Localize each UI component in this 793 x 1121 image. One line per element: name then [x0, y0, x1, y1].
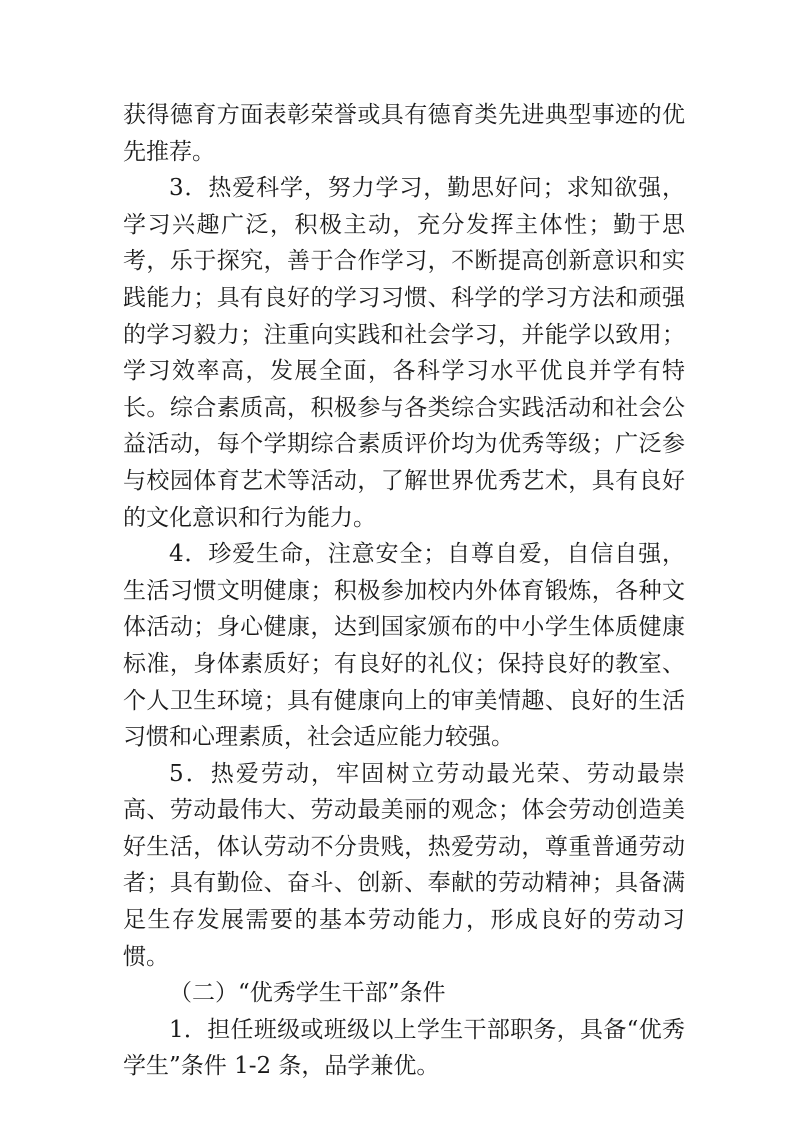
paragraph-item-3: 3．热爱科学，努力学习，勤思好问；求知欲强，学习兴趣广泛，积极主动，充分发挥主体性；勤于思考，乐于探究，善于合作学习，不断提高创新意识和实践能力；具有良好的学习习惯、科学的学习方法和顽强的学习毅力；注重向实践和社会学习，并能学以致用；学习效率高，发展全面，各科学习水平优良并学有特长。综合素质高，积极参与各类综合实践活动和社会公益活动，每个学期综合素质评价均为优秀等级；广泛参与校园体育艺术等活动，了解世界优秀艺术，具有良好的文化意识和行为能力。: [123, 175, 685, 531]
section-heading: （二）“优秀学生干部”条件: [169, 980, 446, 1007]
paragraph-item-5: 5．热爱劳动，牢固树立劳动最光荣、劳动最崇高、劳动最伟大、劳动最美丽的观念；体会劳动创造美好生活，体认劳动不分贵贱，热爱劳动，尊重普通劳动者；具有勤俭、奋斗、创新、奉献的劳动精神；具备满足生存发展需要的基本劳动能力，形成良好的劳动习惯。: [123, 760, 685, 970]
paragraph-cadre-item-1: 1．担任班级或班级以上学生干部职务，具备“优秀学生”条件 1-2 条，品学兼优。: [123, 1016, 685, 1080]
paragraph-continuation: 获得德育方面表彰荣誉或具有德育类先进典型事迹的优先推荐。: [123, 102, 685, 165]
paragraph-item-4: 4．珍爱生命，注意安全；自尊自爱，自信自强，生活习惯文明健康；积极参加校内外体育锻炼，各种文体活动；身心健康，达到国家颁布的中小学生体质健康标准，身体素质好；有良好的礼仪；保持良好的教室、个人卫生环境；具有健康向上的审美情趣、良好的生活习惯和心理素质，社会适应能力较强。: [123, 541, 685, 751]
document-body: [123, 97, 685, 1085]
